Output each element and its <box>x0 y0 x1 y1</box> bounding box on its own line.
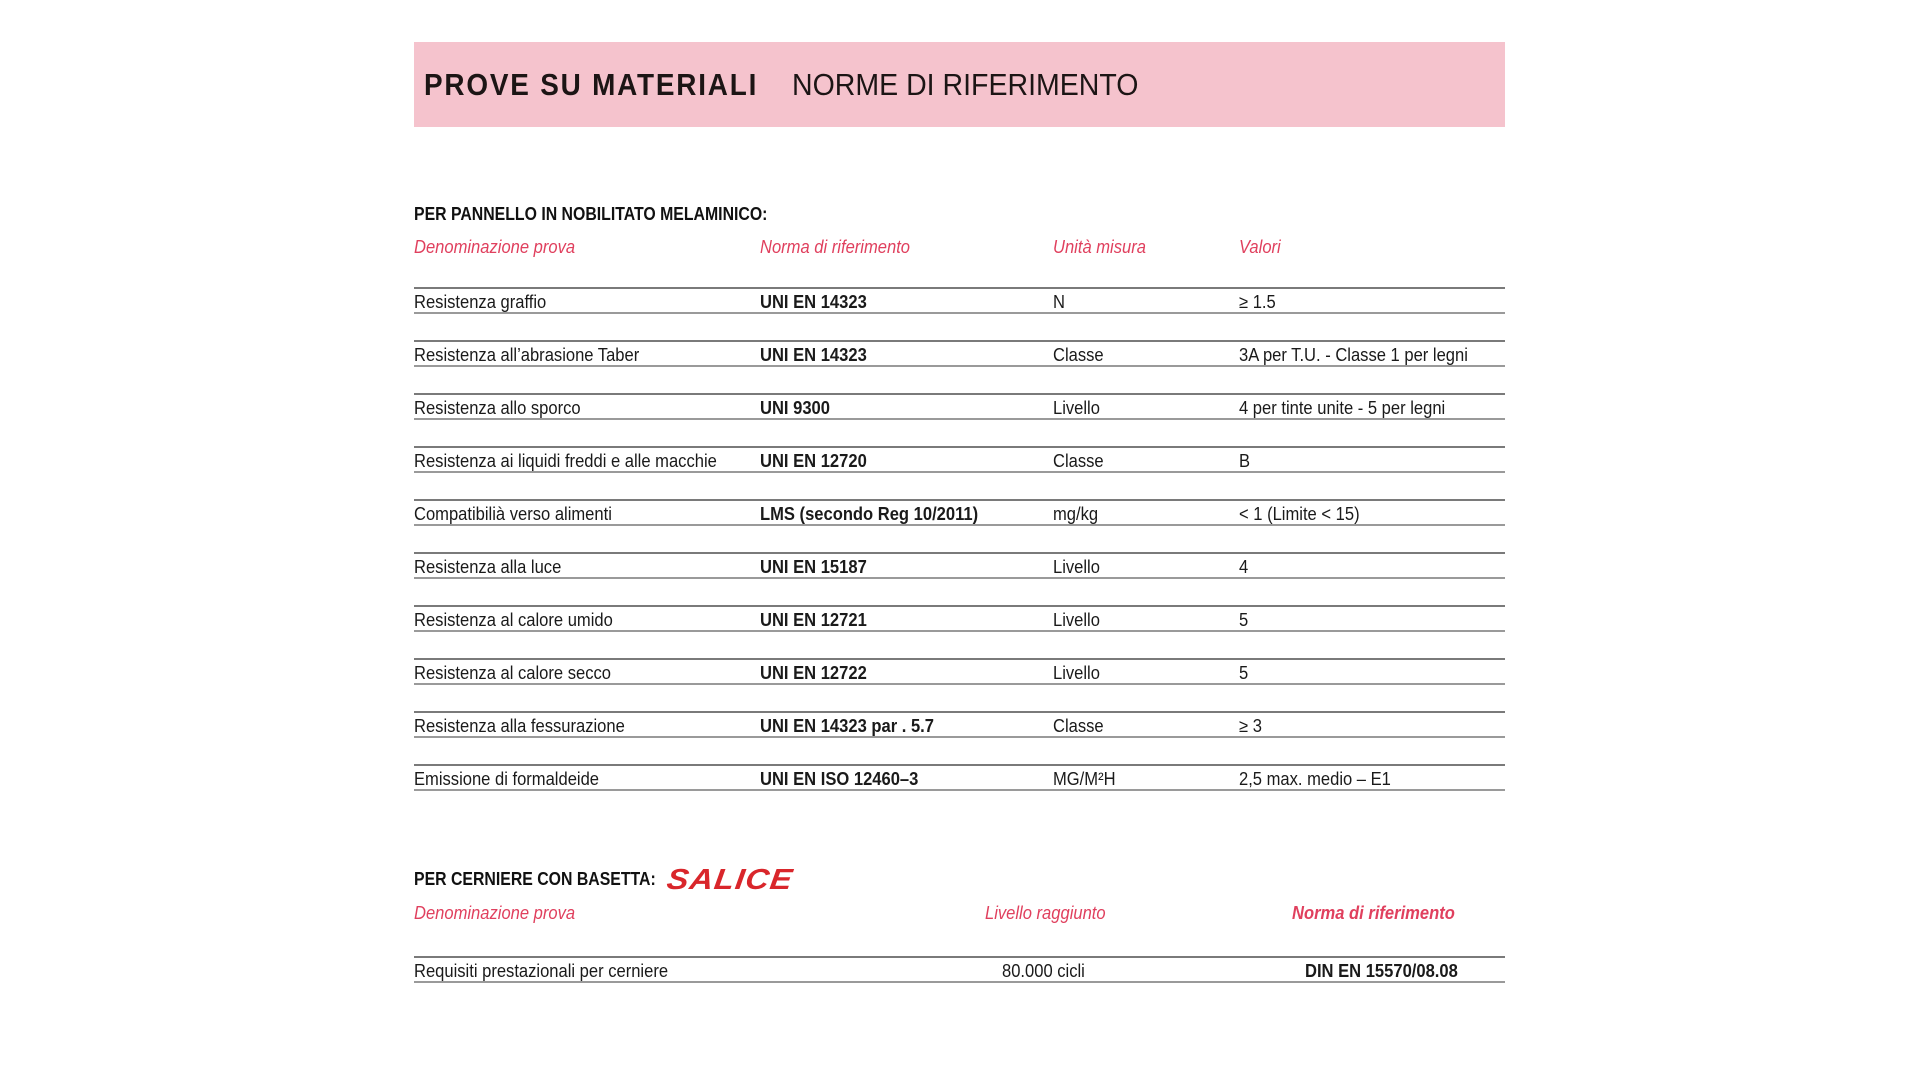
table-row <box>414 499 1505 526</box>
cell-norm: UNI EN 12720 <box>760 451 867 471</box>
cell-unit: MG/M²H <box>1053 769 1116 789</box>
cell-test-name: Resistenza allo sporco <box>414 398 581 418</box>
cell-test-name: Resistenza al calore secco <box>414 663 611 683</box>
cell-value: ≥ 3 <box>1239 716 1262 736</box>
cell-test-name: Compatibilià verso alimenti <box>414 504 612 524</box>
header-banner <box>414 42 1505 127</box>
cell-level: 80.000 cicli <box>1002 961 1085 981</box>
cell-test-name: Resistenza al calore umido <box>414 610 613 630</box>
cell-test-name: Resistenza ai liquidi freddi e alle macchie <box>414 451 717 471</box>
table-row <box>414 956 1505 983</box>
table-row <box>414 340 1505 367</box>
table-row <box>414 605 1505 632</box>
table-row <box>414 764 1505 791</box>
cell-test-name: Requisiti prestazionali per cerniere <box>414 961 669 981</box>
column-header-values: Valori <box>1239 237 1281 257</box>
table-row <box>414 711 1505 738</box>
table-row <box>414 287 1505 314</box>
cell-norm: UNI EN 14323 <box>760 292 867 312</box>
cell-test-name: Resistenza graffio <box>414 292 547 312</box>
cell-unit: N <box>1053 292 1065 312</box>
column-header-test-name: Denominazione prova <box>414 903 576 923</box>
table-row <box>414 552 1505 579</box>
cell-norm: UNI EN 15187 <box>760 557 867 577</box>
cell-value: 3A per T.U. - Classe 1 per legni <box>1239 345 1468 365</box>
cell-unit: Livello <box>1053 610 1100 630</box>
table-row <box>414 446 1505 473</box>
cell-unit: Classe <box>1053 716 1104 736</box>
section-title-hinges: PER CERNIERE CON BASETTA: <box>414 869 656 889</box>
cell-test-name: Emissione di formaldeide <box>414 769 600 789</box>
cell-test-name: Resistenza all’abrasione Taber <box>414 345 640 365</box>
section-title-panel: PER PANNELLO IN NOBILITATO MELAMINICO: <box>414 204 768 224</box>
cell-value: 5 <box>1239 610 1249 630</box>
cell-norm: UNI EN ISO 12460–3 <box>760 769 919 789</box>
cell-unit: Livello <box>1053 557 1100 577</box>
cell-norm: UNI EN 14323 par . 5.7 <box>760 716 934 736</box>
salice-logo: SALICE <box>664 864 796 896</box>
cell-norm: UNI EN 12722 <box>760 663 867 683</box>
cell-norm: LMS (secondo Reg 10/2011) <box>760 504 979 524</box>
cell-unit: Livello <box>1053 398 1100 418</box>
cell-value: B <box>1239 451 1251 471</box>
cell-value: 4 <box>1239 557 1249 577</box>
cell-test-name: Resistenza alla fessurazione <box>414 716 625 736</box>
page-subtitle: NORME DI RIFERIMENTO <box>792 67 1139 102</box>
cell-value: ≥ 1.5 <box>1239 292 1276 312</box>
cell-unit: mg/kg <box>1053 504 1099 524</box>
column-header-test-name: Denominazione prova <box>414 237 576 257</box>
column-header-level: Livello raggiunto <box>985 903 1106 923</box>
cell-norm: DIN EN 15570/08.08 <box>1305 961 1458 981</box>
cell-norm: UNI EN 14323 <box>760 345 867 365</box>
cell-unit: Classe <box>1053 451 1104 471</box>
cell-value: 5 <box>1239 663 1249 683</box>
cell-test-name: Resistenza alla luce <box>414 557 562 577</box>
table-row <box>414 658 1505 685</box>
page-title: PROVE SU MATERIALI <box>424 67 759 102</box>
cell-unit: Livello <box>1053 663 1100 683</box>
cell-norm: UNI EN 12721 <box>760 610 867 630</box>
column-header-norm: Norma di riferimento <box>760 237 911 257</box>
cell-value: 2,5 max. medio – E1 <box>1239 769 1391 789</box>
cell-unit: Classe <box>1053 345 1104 365</box>
table-row <box>414 393 1505 420</box>
column-header-norm: Norma di riferimento <box>1292 903 1455 923</box>
cell-value: 4 per tinte unite - 5 per legni <box>1239 398 1446 418</box>
column-header-unit: Unità misura <box>1053 237 1146 257</box>
cell-value: < 1 (Limite < 15) <box>1239 504 1360 524</box>
cell-norm: UNI 9300 <box>760 398 830 418</box>
